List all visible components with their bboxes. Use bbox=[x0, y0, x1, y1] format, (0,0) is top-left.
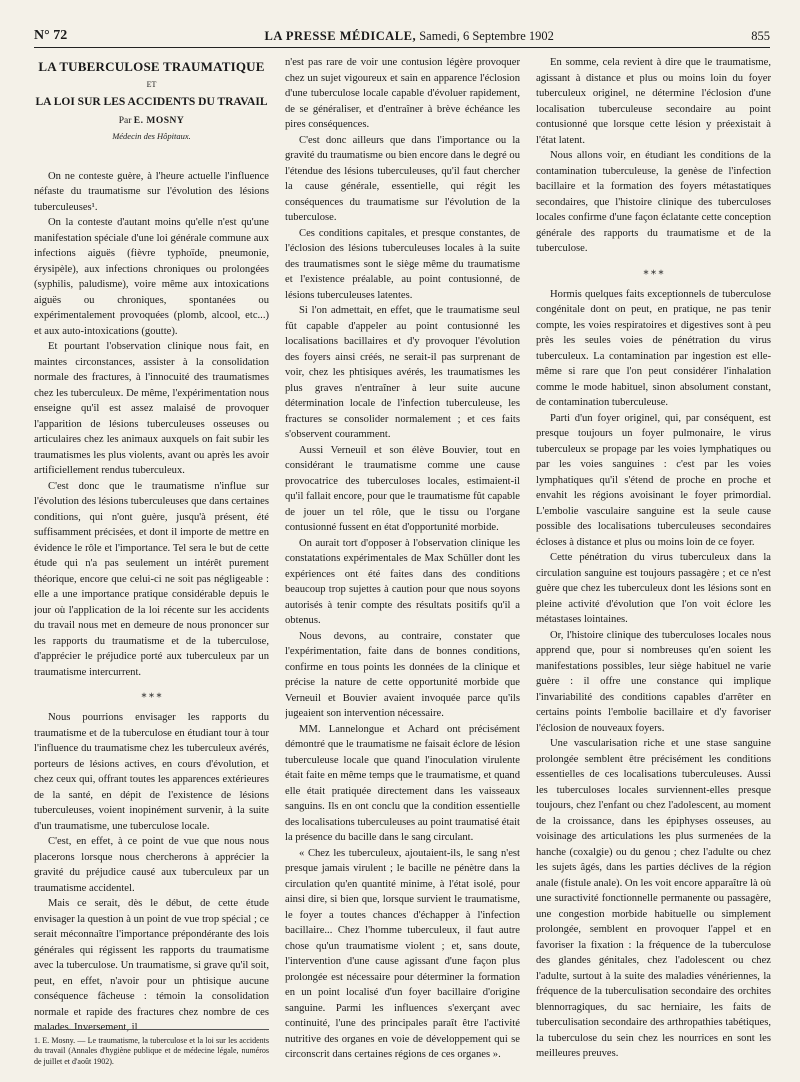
paragraph: Et pourtant l'observation clinique nous fait, en maintes circonstances, assister à la consolidation normale des fractures, à l'innocuité des traumatismes chez les tuberculeux. De même, l'expérimentation nous enseigne qu'il est assez malaisé de provoquer l'apparition de lésions tuberculeuses osseuses ou articulaires chez les animaux auxquels on fait subir les traumatismes les plus violents, avant ou après les avoir artificiellement rendus tuberculeux. bbox=[34, 341, 269, 476]
title-conjunction: ET bbox=[146, 80, 157, 89]
section-asterism: ⁎ ⁎ ⁎ bbox=[141, 689, 162, 700]
article-title: LA TUBERCULOSE TRAUMATIQUE bbox=[38, 59, 265, 74]
journal-line bbox=[265, 29, 554, 44]
paragraph: Si l'on admettait, en effet, que le traumatisme seul fût capable d'appeler au point contusionné les localisations bacillaires et d'y provoquer l'évolution des foyers ainsi créés, ne serait-il pas surprenant de voir, chez les phtisiques avérés, les traumatismes les plus graves n'entraîner à leur suite aucune détermination locale de l'infection tuberculeuse, les fractures se consolider normalement ; et ces faits s'observent couramment. bbox=[285, 305, 520, 440]
section-asterism: ⁎ ⁎ ⁎ bbox=[643, 265, 664, 277]
author-prefix: Par bbox=[118, 115, 132, 126]
footnote: 1. E. Mosny. — Le traumatisme, la tuberculose et la loi sur les accidents du travail (Annales d'hygiène publique et de médecine légale, numéros de juillet et d'août 1902). bbox=[34, 1029, 269, 1068]
paragraph: « Chez les tuberculeux, ajoutaient-ils, le sang n'est presque jamais virulent ; le bacille ne pénètre dans la circulation qu'en quantité minime, à l'état isolé, pour ainsi dire, si bien que, lorsque survient le traumatisme, le foyer a toutes chances d'échapper à l'infection bacillaire... Chez l'homme tuberculeux, il faut autre chose qu'un traumatisme violent ; et, sans doute, l'intervention d'une cause agissant d'une façon plus prolongée est nécessaire pour déterminer la formation en un point localisé d'un foyer bacillaire d'origine sanguine. Parmi les influences s'exerçant avec continuité, l'une des principales paraît être l'activité nutritive des organes en voie de développement qui se circonscrit dans certaines régions de ces organes ». bbox=[285, 847, 520, 1060]
article-columns bbox=[34, 55, 772, 1067]
paragraph: Ces conditions capitales, et presque constantes, de l'éclosion des lésions tuberculeuses locales à la suite des traumatismes sont le siège même du traumatisme et l'existence préalable, au point contusionné, de lésions tuberculeuses latentes. bbox=[285, 227, 520, 301]
column-1-body bbox=[34, 169, 269, 1068]
author-affiliation: Médecin des Hôpitaux. bbox=[112, 131, 191, 141]
column-3 bbox=[536, 55, 771, 1067]
author-line bbox=[34, 114, 269, 130]
paragraph: On ne conteste guère, à l'heure actuelle l'influence néfaste du traumatisme sur l'évolution des lésions tuberculeuses¹. bbox=[34, 170, 269, 213]
paragraph: On la conteste d'autant moins qu'elle n'est qu'une manifestation spéciale d'une loi générale commune aux infections aiguës (fièvre typhoïde, pneumonie, érysipèle), aux infections chroniques ou prolongées (syphilis, paludisme), voire même aux intoxications aiguës ou chroniques, spontanées ou expérimentalement provoquées (plomb, alcool, etc...) et aux auto-intoxications (goutte). bbox=[34, 217, 269, 337]
column-2 bbox=[285, 55, 520, 1067]
paragraph: C'est, en effet, à ce point de vue que nous nous placerons lorsque nous chercherons à apprécier la gravité du préjudice causé aux tuberculeux par un traumatisme accidentel. bbox=[34, 836, 269, 894]
paragraph: Une vascularisation riche et une stase sanguine prolongée semblent être précisément les conditions essentielles de ces localisations tuberculeuses. Aussi les tuberculoses locales surviennent-elles presque toujours, chez l'enfant ou chez l'adolescent, au moment de la croissance, dans les épiphyses osseuses, au voisinage des articulations les plus surmenées de la hanche (coxalgie) ou du genou ; chez l'adulte ou chez les sujets âgés, dans les parties déclives de la région anale (fistule anale). On les voit encore apparaître là où une suractivité fonctionnelle permanente ou passagère, une congestion morbide habituelle ou simplement prolongée, semblent en provoquer l'appel et en favoriser la fixation : la fréquence de la tuberculose des glandes génitales, chez l'adolescent ou chez l'adulte, surtout à la suite des maladies vénériennes, la fréquence de la tuberculisation secondaire des orchites blennorragiques, du sac herniaire, les faits de tuberculisation secondaire des arthropathies tabétiques, la tuberculose du sein chez les nourrices en sont les meilleures preuves. bbox=[536, 738, 771, 1059]
author-name: E. MOSNY bbox=[133, 115, 185, 126]
paragraph: Mais ce serait, dès le début, de cette étude envisager la question à un point de vue trop spécial ; ce serait méconnaître l'importance prépondérante des lois générales qui régissent les rapports du traumatisme avec la tuberculose. Un traumatisme, si grave qu'il soit, peut, en effet, n'avoir pour un phtisique aucune conséquence fâcheuse : témoin la consolidation normale et rapide des fractures chez nombre de ces malades. Inversement, il bbox=[34, 898, 269, 1033]
running-header bbox=[34, 20, 770, 48]
paragraph: On aurait tort d'opposer à l'observation clinique les constatations expérimentales de Max Schüller dont les expériences ont été faites dans des conditions beaucoup trop sujettes à caution pour que nous soyons autorisés à tenir compte des résultats positifs qu'il a obtenus. bbox=[285, 537, 520, 626]
journal-name: LA PRESSE MÉDICALE, bbox=[264, 29, 417, 43]
paragraph: Parti d'un foyer originel, qui, par conséquent, est presque toujours un foyer pulmonaire, le virus tuberculeux se propage par les voies lymphatiques ou par les voies sanguines : c'est par les voies lymphatiques qu'il s'étend de proche en proche et envahit les régions avoisinant le foyer primordial. L'embolie vasculaire sanguine est la seule cause possible des localisations tuberculeuses secondaires écloses à distance et plus ou moins loin de ce foyer. bbox=[536, 412, 771, 548]
paragraph: C'est donc ailleurs que dans l'importance ou la gravité du traumatisme ou bien encore dans le degré ou l'étendue des lésions tuberculeuses, qu'il faut chercher la cause générale, essentielle, qui régit les conséquences du traumatisme sur l'évolution de la tuberculose. bbox=[285, 134, 520, 223]
paragraph: En somme, cela revient à dire que le traumatisme, agissant à distance et plus ou moins loin du foyer tuberculeux originel, ne détermine l'éclosion d'une localisation tuberculeuse secondaire au point contusionné que lorsque cette lésion y préexistait à l'état latent. bbox=[536, 57, 771, 146]
paragraph: Hormis quelques faits exceptionnels de tuberculose congénitale dont on peut, en pratique, ne pas tenir compte, les voies respiratoires et digestives sont à peu près les seules voies de pénétration du virus tuberculeux. La contamination par ingestion est elle-même si rare que l'on peut considérer l'inhalation comme le mode habituel, sinon absolument constant, de contamination tuberculeuse. bbox=[536, 288, 771, 408]
paragraph: Nous devons, au contraire, constater que l'expérimentation, faite dans de bonnes conditions, confirme en tous points les données de la clinique et précise la nature de cette opportunité morbide que Verneuil et Bouvier avaient invoquée parce qu'ils jugeaient son intervention nécessaire. bbox=[285, 630, 520, 719]
paragraph: Or, l'histoire clinique des tuberculoses locales nous apprend que, pour si nombreuses qu'en soient les manifestations possibles, leur siège habituel ne varie guère : il offre une constance qui implique l'invariabilité des conditions capables d'arrêter en certains points l'embolie bacillaire et d'y favoriser l'éclosion de nouveaux foyers. bbox=[536, 629, 771, 734]
article-subtitle: LA LOI SUR LES ACCIDENTS DU TRAVAIL bbox=[35, 95, 268, 108]
issue-number: N° 72 bbox=[34, 28, 68, 43]
column-1 bbox=[34, 55, 269, 1067]
paragraph: n'est pas rare de voir une contusion légère provoquer chez un sujet vigoureux et sain en apparence l'éclosion d'une tuberculose locale capable d'évoluer rapidement, de se généraliser, et d'entraîner à brève échéance les pires conséquences. bbox=[285, 57, 520, 130]
paragraph: Nous pourrions envisager les rapports du traumatisme et de la tuberculose en étudiant tour à tour l'influence du traumatisme chez les tuberculeux avérés, porteurs de lésions actives, en cours d'évolution, et chez ceux qui, offrant toutes les apparences extérieures de la santé, en dépit de l'existence de lésions tuberculeuses, voient inopinément survenir, à la suite d'un traumatisme, une tuberculose locale. bbox=[34, 712, 269, 832]
paragraph: MM. Lannelongue et Achard ont précisément démontré que le traumatisme ne faisait éclore de lésion tuberculeuse locale que quand l'inoculation virulente était faite en même temps que le traumatisme, et quand elle était pratiquée directement dans les vaisseaux sanguins. Ils en ont conclu que la condition essentielle des localisations tuberculeuses au point traumatisé était la présence du bacille dans le sang circulant. bbox=[285, 723, 520, 843]
page-number: 855 bbox=[751, 29, 770, 43]
paragraph: C'est donc que le traumatisme n'influe sur l'évolution des lésions tuberculeuses que dans certaines conditions, qui n'ont guère, jusqu'à présent, été suffisamment précisées, et dont il importe de mettre en évidence le rôle et l'importance. Tel sera le but de cette étude qui n'a pas seulement un intérêt purement théorique, encore que celui-ci ne soit pas négligeable : elle a une importance pratique considérable depuis le jour où l'application de la loi récente sur les accidents du travail nous met en demeure de nous prononcer sur les rapports du traumatisme et de la tuberculose, d'apprécier le préjudice porté aux tuberculeux par un traumatisme intercurrent. bbox=[34, 480, 269, 678]
paragraph: Aussi Verneuil et son élève Bouvier, tout en considérant le traumatisme comme une cause provocatrice des tuberculoses locales, estimaient-il qu'il fallait encore, pour que le traumatisme fût capable de jouer un tel rôle, que le tissu ou l'organe contusionné fussent en état d'opportunité morbide. bbox=[285, 444, 520, 533]
issue-date: Samedi, 6 Septembre 1902 bbox=[419, 29, 554, 43]
paragraph: Cette pénétration du virus tuberculeux dans la circulation sanguine est toujours passagère ; et ce n'est guère que chez les tuberculeux dont les lésions sont en pleine activité d'évolution que l'on voit éclore les métastases lointaines. bbox=[536, 552, 771, 625]
paragraph: Nous allons voir, en étudiant les conditions de la contamination tuberculeuse, la genèse de l'infection bacillaire et la formation des foyers métastatiques secondaires, que l'histoire clinique des tuberculoses locales confirme d'une façon éclatante cette conception générale des rapports du traumatisme et de la tuberculose. bbox=[536, 150, 771, 254]
